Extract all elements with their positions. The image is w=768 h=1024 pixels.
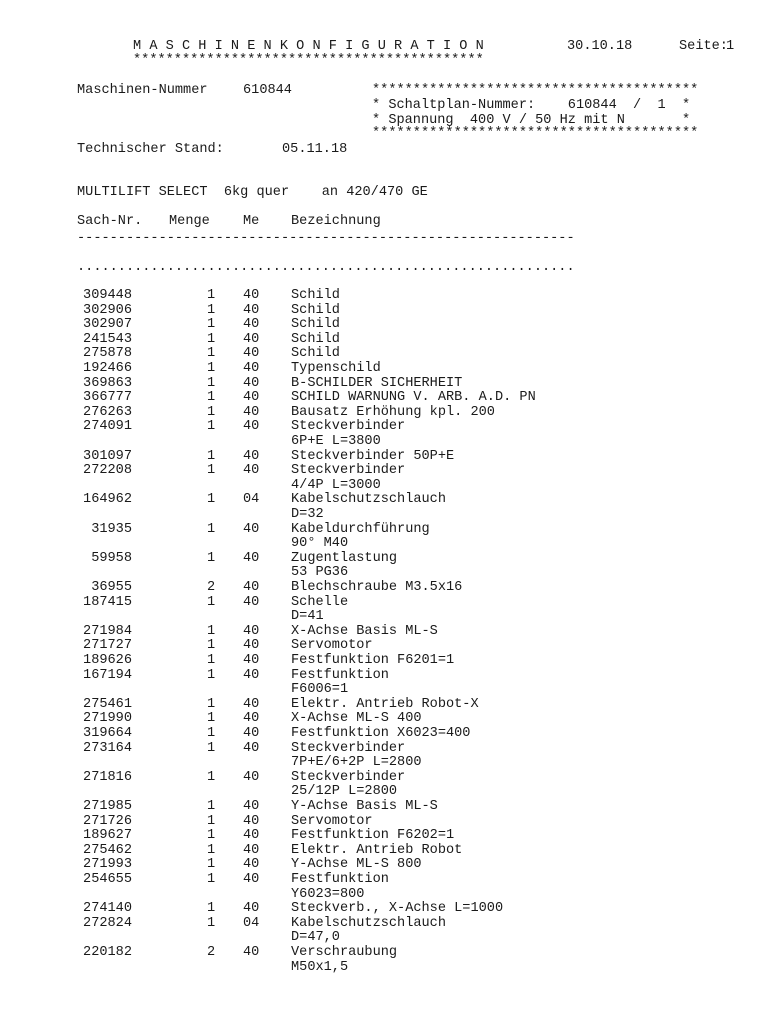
table-row-continuation <box>0 609 768 624</box>
table-row <box>0 770 768 785</box>
cell-menge: 1 <box>207 375 216 391</box>
cell-sach-nr: 276263 <box>83 404 132 420</box>
cell-bezeichnung: 7P+E/6+2P L=2800 <box>291 755 422 771</box>
cell-bezeichnung: B-SCHILDER SICHERHEIT <box>291 375 463 391</box>
document-title: M A S C H I N E N K O N F I G U R A T I O N <box>133 39 484 54</box>
cell-bezeichnung: 90° M40 <box>291 536 349 552</box>
cell-menge: 1 <box>207 302 216 318</box>
col-header-menge: Menge <box>169 214 210 229</box>
cell-me: 40 <box>243 726 260 741</box>
cell-bezeichnung: Kabelschutzschlauch <box>291 492 446 508</box>
table-row <box>0 799 768 814</box>
table-row <box>0 522 768 537</box>
cell-me: 40 <box>243 317 260 333</box>
cell-sach-nr: 275461 <box>83 696 132 712</box>
tech-stand-label: Technischer Stand: <box>77 142 224 157</box>
cell-me: 40 <box>243 842 260 858</box>
table-row <box>0 697 768 712</box>
table-row <box>0 346 768 361</box>
cell-me: 40 <box>243 390 260 406</box>
cell-menge: 1 <box>207 623 216 639</box>
cell-sach-nr: 167194 <box>83 667 132 683</box>
cell-me: 40 <box>243 448 260 464</box>
cell-bezeichnung: Steckverb., X-Achse L=1000 <box>291 901 504 917</box>
title-underline: ******************************************* <box>133 53 484 68</box>
cell-me: 40 <box>243 901 260 917</box>
cell-me: 40 <box>243 404 260 420</box>
cell-bezeichnung: F6006=1 <box>291 682 349 698</box>
cell-menge: 1 <box>207 740 216 756</box>
cell-sach-nr: 271990 <box>83 711 132 727</box>
cell-bezeichnung: 4/4P L=3000 <box>291 477 381 493</box>
cell-me: 40 <box>243 828 260 844</box>
cell-sach-nr: 369863 <box>83 375 132 391</box>
cell-bezeichnung: Y6023=800 <box>291 886 365 902</box>
cell-bezeichnung: Steckverbinder <box>291 769 406 785</box>
table-row <box>0 595 768 610</box>
cell-menge: 1 <box>207 696 216 712</box>
table-row <box>0 376 768 391</box>
cell-bezeichnung: Servomotor <box>291 638 373 654</box>
cell-menge: 1 <box>207 361 216 376</box>
table-row <box>0 405 768 420</box>
table-row-continuation <box>0 930 768 945</box>
machine-number-label: Maschinen-Nummer <box>77 83 208 98</box>
cell-me: 40 <box>243 857 260 873</box>
col-header-bezeichnung: Bezeichnung <box>291 214 381 229</box>
cell-me: 40 <box>243 769 260 785</box>
cell-bezeichnung: Steckverbinder <box>291 419 406 435</box>
cell-menge: 1 <box>207 550 216 566</box>
cell-sach-nr: 273164 <box>83 740 132 756</box>
table-row <box>0 901 768 916</box>
cell-sach-nr: 59958 <box>91 550 132 566</box>
cell-sach-nr: 302907 <box>83 317 132 333</box>
cell-sach-nr: 271816 <box>83 769 132 785</box>
cell-sach-nr: 274140 <box>83 901 132 917</box>
cell-me: 40 <box>243 653 260 668</box>
cell-bezeichnung: Servomotor <box>291 813 373 829</box>
table-row <box>0 580 768 595</box>
table-row-continuation <box>0 960 768 975</box>
cell-sach-nr: 319664 <box>83 726 132 741</box>
cell-sach-nr: 271984 <box>83 623 132 639</box>
cell-sach-nr: 275878 <box>83 346 132 362</box>
cell-bezeichnung: Y-Achse Basis ML-S <box>291 799 438 814</box>
cell-me: 40 <box>243 799 260 814</box>
cell-sach-nr: 302906 <box>83 302 132 318</box>
table-row-continuation <box>0 565 768 580</box>
cell-sach-nr: 187415 <box>83 594 132 610</box>
cell-menge: 1 <box>207 813 216 829</box>
table-row <box>0 814 768 829</box>
machine-number: 610844 <box>243 83 292 98</box>
cell-bezeichnung: Steckverbinder <box>291 740 406 756</box>
table-row <box>0 638 768 653</box>
info-box-schaltplan: * Schaltplan-Nummer: 610844 / 1 * <box>372 98 691 113</box>
cell-bezeichnung: Zugentlastung <box>291 550 398 566</box>
cell-sach-nr: 271726 <box>83 813 132 829</box>
cell-bezeichnung: X-Achse Basis ML-S <box>291 623 438 639</box>
cell-me: 40 <box>243 740 260 756</box>
table-row <box>0 843 768 858</box>
cell-sach-nr: 275462 <box>83 842 132 858</box>
cell-me: 40 <box>243 331 260 347</box>
cell-me: 40 <box>243 813 260 829</box>
table-row <box>0 624 768 639</box>
cell-menge: 1 <box>207 842 216 858</box>
cell-sach-nr: 164962 <box>83 492 132 508</box>
cell-me: 40 <box>243 594 260 610</box>
cell-bezeichnung: 6P+E L=3800 <box>291 434 381 449</box>
cell-bezeichnung: Steckverbinder <box>291 463 406 479</box>
cell-menge: 1 <box>207 448 216 464</box>
cell-menge: 2 <box>207 945 216 960</box>
cell-bezeichnung: Schild <box>291 288 340 303</box>
cell-menge: 1 <box>207 915 216 931</box>
table-row <box>0 332 768 347</box>
tech-stand-date: 05.11.18 <box>282 142 348 157</box>
cell-menge: 1 <box>207 901 216 917</box>
table-row <box>0 288 768 303</box>
cell-bezeichnung: M50x1,5 <box>291 959 349 975</box>
table-row <box>0 945 768 960</box>
cell-me: 40 <box>243 945 260 960</box>
cell-sach-nr: 272824 <box>83 915 132 931</box>
cell-bezeichnung: Festfunktion F6202=1 <box>291 828 455 844</box>
table-row <box>0 361 768 376</box>
cell-menge: 1 <box>207 419 216 435</box>
cell-me: 40 <box>243 463 260 479</box>
cell-menge: 1 <box>207 799 216 814</box>
cell-menge: 1 <box>207 872 216 887</box>
cell-me: 40 <box>243 521 260 537</box>
dash-separator: ------------------------------------------------------------- <box>77 231 575 246</box>
cell-menge: 1 <box>207 390 216 406</box>
cell-bezeichnung: Kabeldurchführung <box>291 521 430 537</box>
table-row-continuation <box>0 784 768 799</box>
cell-me: 40 <box>243 667 260 683</box>
cell-bezeichnung: Schild <box>291 346 340 362</box>
cell-me: 40 <box>243 419 260 435</box>
cell-me: 04 <box>243 915 260 931</box>
cell-bezeichnung: Festfunktion F6201=1 <box>291 653 455 668</box>
table-row <box>0 449 768 464</box>
table-row <box>0 390 768 405</box>
cell-menge: 2 <box>207 580 216 595</box>
cell-bezeichnung: Steckverbinder 50P+E <box>291 448 455 464</box>
cell-me: 40 <box>243 872 260 887</box>
cell-sach-nr: 271993 <box>83 857 132 873</box>
cell-sach-nr: 309448 <box>83 288 132 303</box>
cell-bezeichnung: D=41 <box>291 609 324 625</box>
cell-sach-nr: 31935 <box>91 521 132 537</box>
table-row-continuation <box>0 536 768 551</box>
table-row <box>0 492 768 507</box>
cell-menge: 1 <box>207 404 216 420</box>
cell-bezeichnung: D=47,0 <box>291 930 340 946</box>
cell-menge: 1 <box>207 638 216 654</box>
cell-bezeichnung: Schild <box>291 317 340 333</box>
cell-me: 40 <box>243 638 260 654</box>
cell-sach-nr: 271727 <box>83 638 132 654</box>
cell-sach-nr: 189627 <box>83 828 132 844</box>
cell-bezeichnung: Y-Achse ML-S 800 <box>291 857 422 873</box>
table-row <box>0 726 768 741</box>
col-header-sach-nr: Sach-Nr. <box>77 214 143 229</box>
cell-sach-nr: 366777 <box>83 390 132 406</box>
table-row-continuation <box>0 755 768 770</box>
cell-me: 40 <box>243 550 260 566</box>
cell-sach-nr: 241543 <box>83 331 132 347</box>
cell-menge: 1 <box>207 711 216 727</box>
cell-menge: 1 <box>207 317 216 333</box>
cell-me: 40 <box>243 346 260 362</box>
cell-bezeichnung: 53 PG36 <box>291 565 349 581</box>
cell-me: 40 <box>243 696 260 712</box>
page-label: Seite: <box>679 39 728 54</box>
cell-bezeichnung: Schelle <box>291 594 349 610</box>
page-number: 1 <box>726 39 735 54</box>
table-row <box>0 303 768 318</box>
cell-sach-nr: 192466 <box>83 361 132 376</box>
info-box-top-border: **************************************** <box>372 83 699 98</box>
cell-sach-nr: 254655 <box>83 872 132 887</box>
cell-menge: 1 <box>207 346 216 362</box>
cell-menge: 1 <box>207 726 216 741</box>
cell-menge: 1 <box>207 857 216 873</box>
cell-bezeichnung: Verschraubung <box>291 945 398 960</box>
table-row <box>0 711 768 726</box>
cell-sach-nr: 220182 <box>83 945 132 960</box>
cell-me: 40 <box>243 288 260 303</box>
cell-bezeichnung: Bausatz Erhöhung kpl. 200 <box>291 404 495 420</box>
cell-sach-nr: 274091 <box>83 419 132 435</box>
cell-sach-nr: 271985 <box>83 799 132 814</box>
dot-separator: ............................................................. <box>77 260 575 275</box>
table-row <box>0 872 768 887</box>
info-box-bottom-border: **************************************** <box>372 126 699 141</box>
cell-menge: 1 <box>207 828 216 844</box>
cell-bezeichnung: Elektr. Antrieb Robot-X <box>291 696 479 712</box>
cell-bezeichnung: Typenschild <box>291 361 381 376</box>
table-row <box>0 419 768 434</box>
table-row <box>0 668 768 683</box>
cell-me: 04 <box>243 492 260 508</box>
cell-menge: 1 <box>207 331 216 347</box>
cell-sach-nr: 189626 <box>83 653 132 668</box>
table-row-continuation <box>0 434 768 449</box>
table-row-continuation <box>0 478 768 493</box>
table-row <box>0 857 768 872</box>
cell-me: 40 <box>243 302 260 318</box>
cell-bezeichnung: SCHILD WARNUNG V. ARB. A.D. PN <box>291 390 536 406</box>
table-row-continuation <box>0 682 768 697</box>
cell-bezeichnung: Festfunktion <box>291 667 389 683</box>
table-row <box>0 653 768 668</box>
cell-bezeichnung: Schild <box>291 331 340 347</box>
machine-model: MULTILIFT SELECT 6kg quer an 420/470 GE <box>77 185 428 200</box>
table-row-continuation <box>0 887 768 902</box>
cell-menge: 1 <box>207 492 216 508</box>
print-date: 30.10.18 <box>567 39 633 54</box>
cell-bezeichnung: Elektr. Antrieb Robot <box>291 842 463 858</box>
cell-bezeichnung: Festfunktion X6023=400 <box>291 726 471 741</box>
cell-me: 40 <box>243 623 260 639</box>
cell-me: 40 <box>243 711 260 727</box>
cell-bezeichnung: D=32 <box>291 507 324 522</box>
cell-bezeichnung: Blechschraube M3.5x16 <box>291 580 463 595</box>
cell-bezeichnung: X-Achse ML-S 400 <box>291 711 422 727</box>
table-row <box>0 916 768 931</box>
cell-menge: 1 <box>207 769 216 785</box>
cell-menge: 1 <box>207 667 216 683</box>
cell-menge: 1 <box>207 288 216 303</box>
col-header-me: Me <box>243 214 260 229</box>
cell-bezeichnung: 25/12P L=2800 <box>291 784 398 800</box>
table-row <box>0 828 768 843</box>
cell-me: 40 <box>243 375 260 391</box>
cell-menge: 1 <box>207 653 216 668</box>
cell-me: 40 <box>243 580 260 595</box>
cell-menge: 1 <box>207 521 216 537</box>
cell-menge: 1 <box>207 594 216 610</box>
cell-bezeichnung: Schild <box>291 302 340 318</box>
table-row <box>0 463 768 478</box>
table-row <box>0 317 768 332</box>
table-row <box>0 741 768 756</box>
cell-sach-nr: 36955 <box>91 580 132 595</box>
cell-bezeichnung: Kabelschutzschlauch <box>291 915 446 931</box>
table-row-continuation <box>0 507 768 522</box>
cell-sach-nr: 301097 <box>83 448 132 464</box>
cell-me: 40 <box>243 361 260 376</box>
cell-sach-nr: 272208 <box>83 463 132 479</box>
cell-menge: 1 <box>207 463 216 479</box>
info-box-spannung: * Spannung 400 V / 50 Hz mit N * <box>372 113 691 128</box>
table-row <box>0 551 768 566</box>
cell-bezeichnung: Festfunktion <box>291 872 389 887</box>
